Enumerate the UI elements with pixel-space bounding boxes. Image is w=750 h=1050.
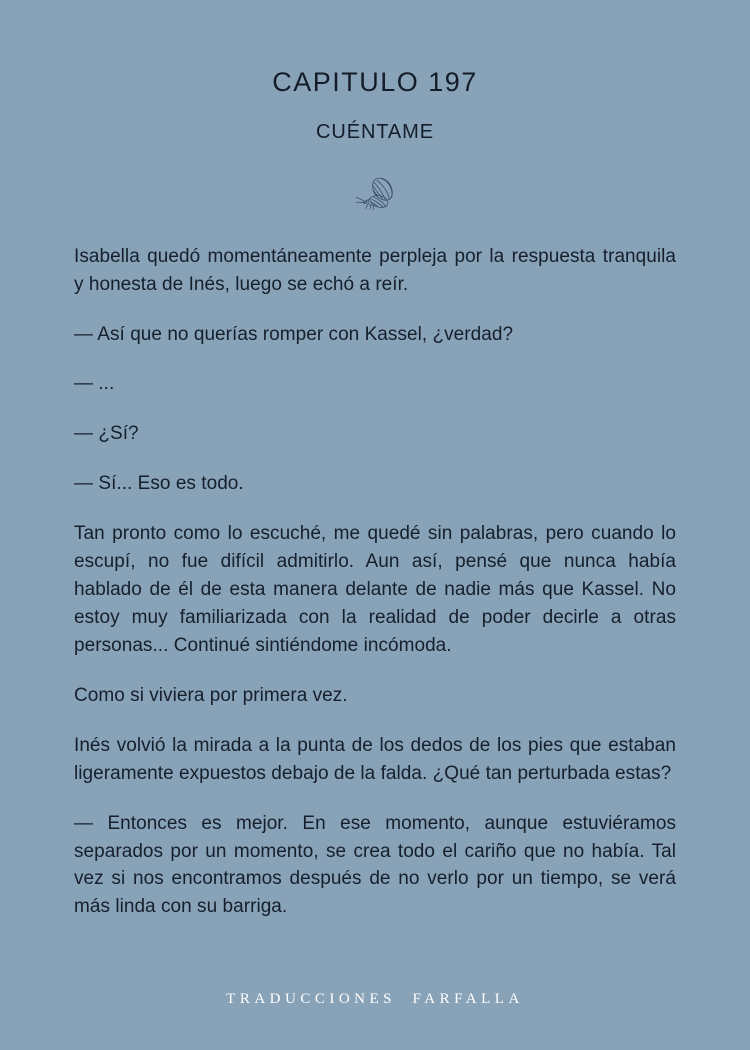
paragraph: Inés volvió la mirada a la punta de los dedos de los pies que estaban ligeramente expuestos debajo de la falda. ¿Qué tan perturbada estas? — [74, 734, 676, 784]
dialogue-line: — ... — [74, 373, 115, 395]
translation-credit: TRADUCCIONES FARFALLA — [226, 991, 524, 1007]
paragraph: — Entonces es mejor. En ese momento, aunque estuviéramos separados por un momento, se crea todo el cariño que no había. Tal vez si nos encontramos después de no verlo por un tiempo, se verá más linda con su barriga. — [74, 812, 676, 918]
paragraph: Tan pronto como lo escuché, me quedé sin palabras, pero cuando lo escupí, no fue difícil admitirlo. Aun así, pensé que nunca había hablado de él de esta manera delante de nadie más que Kassel. No estoy muy familiarizada con la realidad de poder decirle a otras personas... Continué sintiéndome incómoda. — [74, 523, 676, 656]
chapter-number-heading: CAPITULO 197 — [272, 67, 478, 97]
dialogue-line: — Sí... Eso es todo. — [74, 473, 244, 495]
paragraph: Como si viviera por primera vez. — [74, 684, 348, 706]
chapter-title-heading: CUÉNTAME — [316, 120, 434, 143]
paragraph: Isabella quedó momentáneamente perpleja por la respuesta tranquila y honesta de Inés, luego se echó a reír. — [74, 245, 676, 295]
chapter-header — [0, 0, 750, 217]
butterfly-ornament-icon — [352, 173, 398, 217]
chapter-body — [74, 217, 676, 922]
footer — [0, 990, 750, 1008]
dialogue-line: — ¿Sí? — [74, 423, 139, 445]
dialogue-line: — Así que no querías romper con Kassel, ¿verdad? — [74, 323, 514, 345]
